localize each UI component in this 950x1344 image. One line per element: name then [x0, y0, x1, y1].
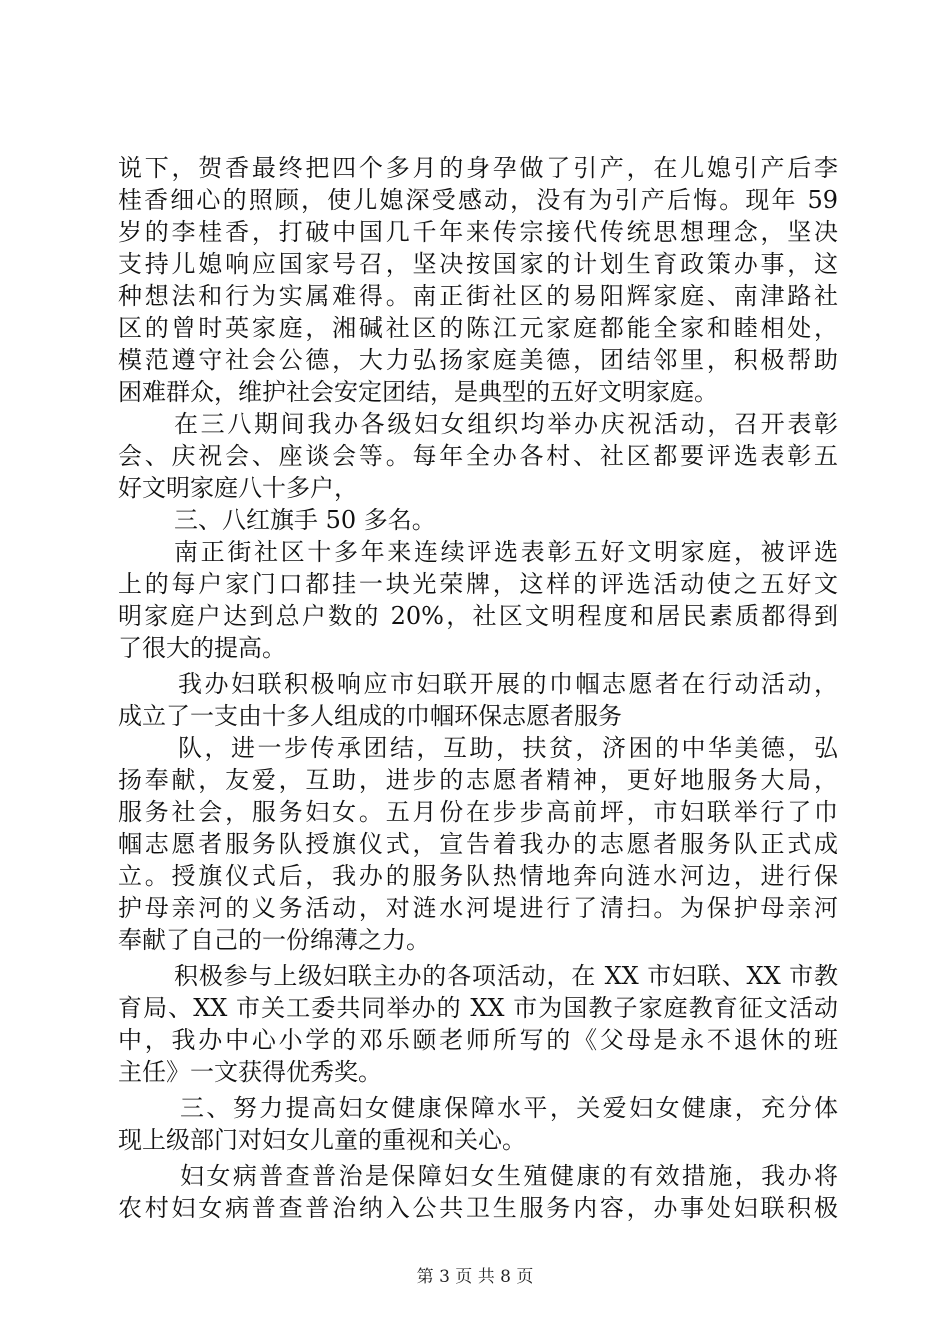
text-line: 主任》一文获得优秀奖。	[118, 1058, 382, 1086]
text-line: 帼志愿者服务队授旗仪式，宣告着我办的志愿者服务队正式成	[118, 830, 838, 858]
text-line: 说下，贺香最终把四个多月的身孕做了引产，在儿媳引产后李	[118, 154, 838, 182]
text-line: 奉献了自己的一份绵薄之力。	[118, 926, 430, 954]
text-line: 中，我办中心小学的邓乐颐老师所写的《父母是永不退休的班	[118, 1026, 838, 1054]
text-line: 明家庭户达到总户数的 20%，社区文明程度和居民素质都得到	[118, 602, 838, 630]
text-line: 妇女病普查普治是保障妇女生殖健康的有效措施，我办将	[180, 1162, 838, 1190]
text-line: 育局、XX 市关工委共同举办的 XX 市为国教子家庭教育征文活动	[118, 994, 838, 1022]
text-line: 积极参与上级妇联主办的各项活动，在 XX 市妇联、XX 市教	[174, 962, 838, 990]
text-line: 三、努力提高妇女健康保障水平，关爱妇女健康，充分体	[180, 1094, 838, 1122]
text-line: 了很大的提高。	[118, 634, 286, 662]
text-line: 模范遵守社会公德，大力弘扬家庭美德，团结邻里，积极帮助	[118, 346, 838, 374]
text-line: 好文明家庭八十多户，	[118, 474, 358, 502]
text-line: 南正街社区十多年来连续评选表彰五好文明家庭，被评选	[174, 538, 838, 566]
text-line: 在三八期间我办各级妇女组织均举办庆祝活动，召开表彰	[174, 410, 838, 438]
text-line: 会、庆祝会、座谈会等。每年全办各村、社区都要评选表彰五	[118, 442, 838, 470]
text-line: 三、八红旗手 50 多名。	[174, 506, 436, 534]
text-line: 护母亲河的义务活动，对涟水河堤进行了清扫。为保护母亲河	[118, 894, 838, 922]
text-line: 桂香细心的照顾，使儿媳深受感动，没有为引产后悔。现年 59	[118, 186, 838, 214]
text-line: 困难群众，维护社会安定团结，是典型的五好文明家庭。	[118, 378, 718, 406]
text-line: 成立了一支由十多人组成的巾帼环保志愿者服务	[118, 702, 622, 730]
text-line: 立。授旗仪式后，我办的服务队热情地奔向涟水河边，进行保	[118, 862, 838, 890]
text-line: 种想法和行为实属难得。南正街社区的易阳辉家庭、南津路社	[118, 282, 838, 310]
text-line: 区的曾时英家庭，湘碱社区的陈江元家庭都能全家和睦相处，	[118, 314, 838, 342]
text-line: 上的每户家门口都挂一块光荣牌，这样的评选活动使之五好文	[118, 570, 838, 598]
text-line: 队，进一步传承团结，互助，扶贫，济困的中华美德，弘	[178, 734, 838, 762]
text-line: 现上级部门对妇女儿童的重视和关心。	[118, 1126, 526, 1154]
text-line: 扬奉献，友爱，互助，进步的志愿者精神，更好地服务大局，	[118, 766, 838, 794]
body-text	[118, 152, 838, 1224]
text-line: 农村妇女病普查普治纳入公共卫生服务内容，办事处妇联积极	[118, 1194, 838, 1222]
text-line: 岁的李桂香，打破中国几千年来传宗接代传统思想理念，坚决	[118, 218, 838, 246]
text-line: 服务社会，服务妇女。五月份在步步高前坪，市妇联举行了巾	[118, 798, 838, 826]
page-footer: 第 3 页 共 8 页	[416, 1267, 534, 1287]
text-line: 支持儿媳响应国家号召，坚决按国家的计划生育政策办事，这	[118, 250, 838, 278]
text-line: 我办妇联积极响应市妇联开展的巾帼志愿者在行动活动，	[178, 670, 838, 698]
